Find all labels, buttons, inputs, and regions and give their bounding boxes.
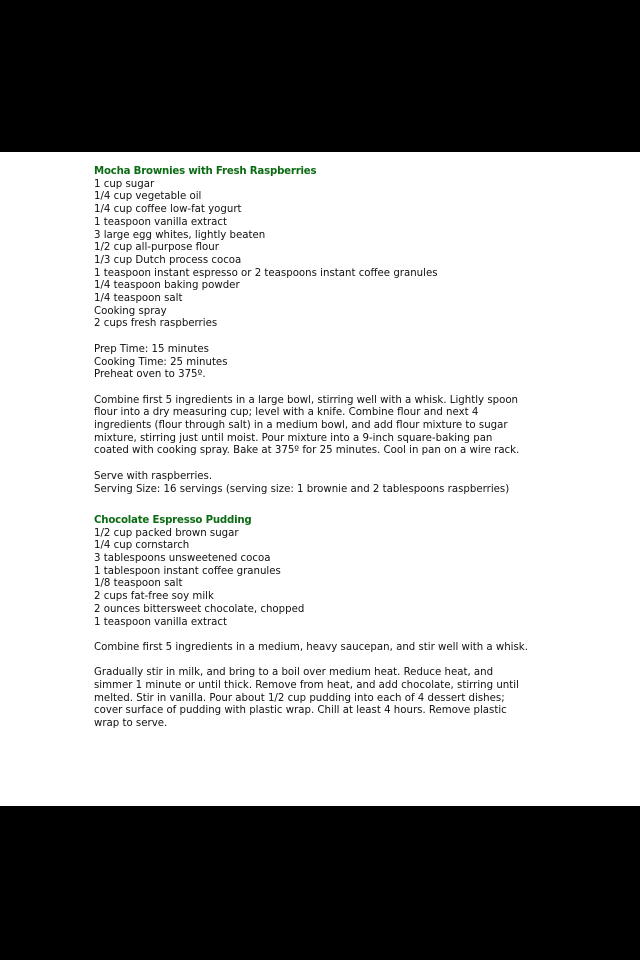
ingredient-item: 2 cups fresh raspberries <box>94 318 218 330</box>
directions-line: simmer 1 minute or until thick. Remove from heat, and add chocolate, stirring until <box>94 680 519 692</box>
directions-line: melted. Stir in vanilla. Pour about 1/2 cup pudding into each of 4 dessert dishes; <box>94 692 505 704</box>
ingredient-list <box>94 528 614 630</box>
document-content <box>94 166 614 731</box>
ingredient-item: 1/8 teaspoon salt <box>94 578 183 590</box>
ingredient-item: 1 cup sugar <box>94 178 155 190</box>
directions-step: Combine first 5 ingredients in a medium, heavy saucepan, and stir well with a whisk. <box>94 641 528 653</box>
directions-line: flour into a dry measuring cup; level with a knife. Combine flour and next 4 <box>94 407 479 419</box>
ingredient-item: 3 tablespoons unsweetened cocoa <box>94 553 271 565</box>
preheat-note: Preheat oven to 375º. <box>94 369 206 381</box>
serving-size: Serving Size: 16 servings (serving size: 1 brownie and 2 tablespoons raspberries) <box>94 483 510 495</box>
directions-line: Combine first 5 ingredients in a large bowl, stirring well with a whisk. Lightly spoon <box>94 394 519 406</box>
ingredient-item: 1 tablespoon instant coffee granules <box>94 565 281 577</box>
recipe-title: Chocolate Espresso Pudding <box>94 514 252 526</box>
ingredient-item: 1/4 cup coffee low-fat yogurt <box>94 204 242 216</box>
ingredient-item: 1/4 teaspoon baking powder <box>94 280 240 292</box>
ingredient-item: 1/3 cup Dutch process cocoa <box>94 254 242 266</box>
ingredient-item: 1/2 cup packed brown sugar <box>94 527 239 539</box>
ingredient-item: Cooking spray <box>94 305 167 317</box>
directions-line: mixture, stirring just until moist. Pour mixture into a 9-inch square-baking pan <box>94 432 493 444</box>
directions-line: Gradually stir in milk, and bring to a boil over medium heat. Reduce heat, and <box>94 667 494 679</box>
ingredient-item: 1/4 cup cornstarch <box>94 540 190 552</box>
directions-paragraph <box>94 395 614 459</box>
cook-time: Cooking Time: 25 minutes <box>94 356 228 368</box>
recipe-title: Mocha Brownies with Fresh Raspberries <box>94 166 317 177</box>
directions-line: wrap to serve. <box>94 718 168 730</box>
ingredient-item: 3 large egg whites, lightly beaten <box>94 229 266 241</box>
directions-line: coated with cooking spray. Bake at 375º for 25 minutes. Cool in pan on a wire rack. <box>94 445 520 457</box>
ingredient-item: 1 teaspoon instant espresso or 2 teaspoons instant coffee granules <box>94 267 438 279</box>
document-page <box>0 152 640 806</box>
ingredient-item: 1/4 cup vegetable oil <box>94 191 202 203</box>
ingredient-item: 2 ounces bittersweet chocolate, chopped <box>94 603 305 615</box>
directions-line: ingredients (flour through salt) in a medium bowl, and add flour mixture to sugar <box>94 420 508 432</box>
ingredient-item: 1/4 teaspoon salt <box>94 293 183 305</box>
ingredient-list <box>94 179 614 331</box>
ingredient-item: 1 teaspoon vanilla extract <box>94 216 227 228</box>
ingredient-item: 2 cups fat-free soy milk <box>94 591 214 603</box>
directions-line: cover surface of pudding with plastic wrap. Chill at least 4 hours. Remove plastic <box>94 705 507 717</box>
directions-paragraph <box>94 667 614 731</box>
prep-time: Prep Time: 15 minutes <box>94 343 209 355</box>
serve-note: Serve with raspberries. <box>94 470 213 482</box>
ingredient-item: 1 teaspoon vanilla extract <box>94 616 227 628</box>
ingredient-item: 1/2 cup all-purpose flour <box>94 242 219 254</box>
